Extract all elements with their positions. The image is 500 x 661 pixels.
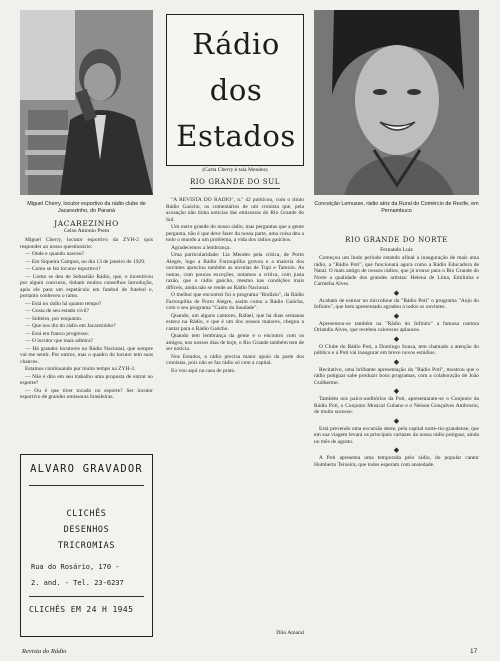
author-right: Fernando Luiz — [380, 247, 413, 253]
paragraph: Miguel Cherry, locutor esportivo da ZYH-2 quis responder ao nosso questionário: — [20, 237, 153, 250]
diamond-separator-icon: ◆ — [393, 387, 400, 395]
paragraph: Está prevendo uma excursão deste, pela capital norte-rio-grandense, que em sua viagem levará os principais cartazes da nossa rádio potiguar, ainda no mês de agosto. — [314, 425, 479, 445]
paragraph: Quando, um alguns cantores, Rafael, que há duas semanas estava na Rádio, e que é um dos nossos maiores, chegou a cantar para o Rádio Gaúcho. — [166, 312, 304, 332]
paragraph: — Como se fez locutor esportivo? — [25, 266, 101, 272]
paragraph: Nos Estados, o rádio precisa maior apoio da parte dos cronistas, pois não se faz rádio só com a capital. — [166, 353, 304, 366]
title-line-2: dos — [209, 73, 263, 107]
paragraph: — Está no rádio há quanto tempo? — [25, 300, 102, 307]
paragraph: Estamos continuando por muito tempo na ZYH-2. — [25, 366, 136, 372]
photo-conceicao-lemusse — [314, 10, 479, 195]
page-number: 17 — [470, 648, 478, 655]
paragraph: Também nos palco-auditórios da Poti, apresentaram-se o Conjunto da Rádio Poti, o Conjunto Musical Cubano e o Nelson Gonçalves Ambrosio, de muito sucesso. — [314, 396, 479, 415]
paragraph: Agradecemos a lembrança. — [171, 244, 231, 251]
paragraph: O Clube do Rádio Poti, a Domingo Sousa, tem chamado a atenção do público e a Poti vai inaugurar em breve novos estúdios. — [314, 343, 479, 356]
paragraph: Recitativo, uma brilhante apresentação da "Rádio Poti", mostrou que o rádio potiguar sabe produzir bons programas, com a colaboração de João Guilherme. — [314, 366, 479, 386]
ad-rule — [29, 596, 144, 597]
paragraph: Uma particularidade: Lia Mendes pela crítica, de Porto Alegre, logo a Rádio Farroupilha gravou e a maioria dos ouvintes apreciou também as novelas de Tupi e Tamoio. As outras, com poucas exceções, notamos a crítica, com justa razão, que o rádio gaúcho, mesmo nas condições mais difíceis, ainda não se rende ao Rádio Nacional. — [166, 252, 304, 291]
divider-rule — [190, 188, 280, 189]
diamond-separator-icon: ◆ — [393, 334, 400, 343]
article-credit: (Carta Cherry é tala Mendes) — [202, 167, 268, 173]
ad-service-line: DESENHOS — [63, 525, 110, 535]
ad-company-name: ALVARO GRAVADOR — [30, 463, 143, 475]
paragraph: — Ou é que tiver tocado no esporte? Ser locutor esportivo de grandes emissoras brasileiras. — [20, 387, 153, 400]
diamond-separator-icon: ◆ — [393, 416, 400, 425]
paragraph: — Não é dito em seu trabalho uma proposta de entrar no esporte? — [20, 373, 153, 386]
paragraph: — Como se deu de Sebastião Rádio, que, o incentivou por algum concurso, tinham muitos conselhos introdução, após ele para um espetáculo em futebol de futebol e, portanto conheceu o ramo. — [20, 273, 153, 299]
ad-date-line: CLICHÊS EM 24 H 1945 — [29, 605, 134, 614]
portrait-man-image — [20, 10, 153, 195]
paragraph: "A REVISTA DO RADIO", n.º 42 publicou, com o título Rádio Gaúcho, os comentários de um cronista que, pela acusação não tinha notícias das emissoras do Rio Grande do Sul. — [166, 197, 304, 223]
portrait-woman-image — [314, 10, 479, 195]
title-line-3: Estados — [176, 119, 296, 153]
paragraph: — Solteiro, por enquanto. — [25, 315, 83, 322]
paragraph: Acabam de estrear no microfone da "Rádio Poti" o programa "Anjo do Infinito", que bem apresentado agradou a todos os ouvintes. — [314, 297, 479, 310]
column-rio-grande-do-norte — [314, 255, 479, 469]
section-heading-jacarezinho: JACAREZINHO — [54, 219, 119, 228]
paragraph: — O locutor que mais admira? — [25, 338, 93, 344]
paragraph: Quando tem lembrança da gente e o encontro com os amigos, nos nossos dias de hoje, o Rio Grande também tem de ser notícia. — [166, 333, 304, 352]
paragraph: A Poti apresenta uma temporada pelo rádio, do popular cantor Humberto Teixeira, que todos esperam com ansiedade. — [314, 455, 479, 468]
ad-service-line: CLICHÊS — [66, 509, 107, 519]
caption-left: Miguel Cherry, locutor esportivo da rádio clube de Jacarezinho, do Paraná — [27, 201, 146, 214]
section-heading-rio-grande-do-sul: RIO GRANDE DO SUL — [189, 178, 281, 186]
advertisement-box — [20, 454, 153, 637]
footer-publication: Revista do Rádio — [22, 648, 67, 655]
paragraph: — Gosta de seu estado civil? — [25, 308, 89, 314]
paragraph: Apresentou-se também na "Rádio do Infinito" a famosa cantora Orlandia Alves, que recebeu calorosos aplausos. — [314, 320, 479, 333]
paragraph: Começou um lindo período estando afinal a inauguração de mais uma rádio, a "Rádio Poti", que funcionará agora como a Rádio Educadora de Natal. O mais antigo de nossos rádios, que já trouxe para o Rio Grande do Norte a qualidade dos grandes artistas: Helena de Lima, Emilinha e Carmélia Alves. — [314, 255, 479, 287]
paragraph: Um outro grande do nosso rádio, mas perguntas que a gente pergunta, não é que deve fazer da nossa parte, uma coisa deu a todo o mundo a um problema, a vida dos rádios gaúchos. — [166, 224, 304, 243]
diamond-separator-icon: ◆ — [393, 311, 400, 320]
paragraph: O melhor que encontrei foi o programa "Rodízio", da Rádio Farroupilha de Porto Alegre, assim como a Rádio Gaúcha, com o seu programa "Canto da Saudade". — [166, 292, 304, 311]
paragraph: — Que nos diz do rádio em Jacarezinho? — [25, 323, 116, 329]
title-line-1: Rádio — [192, 27, 280, 61]
diamond-separator-icon: ◆ — [393, 446, 400, 454]
title-box — [166, 14, 304, 166]
ad-rule — [29, 485, 144, 486]
column-jacarezinho — [20, 237, 153, 402]
author-left: Celso Antonio Prem — [63, 228, 110, 234]
paragraph: — Está em franco progresso. — [25, 330, 89, 337]
ad-address: Rua do Rosário, 170 - — [31, 563, 120, 571]
paragraph: — Em Siqueira Campos, no dia 13 de janeiro de 1929. — [25, 258, 146, 265]
ad-service-line: TRICROMIAS — [57, 541, 116, 551]
diamond-separator-icon: ◆ — [393, 288, 400, 297]
column-rio-grande-do-sul — [166, 197, 304, 375]
paragraph: Eu vou aqui na casa de prato. — [171, 367, 236, 374]
paragraph: — Há grandes locutores no Rádio Nacional, que sempre vai me sentir. Por outros, mas o quadro do locutor tem suas chances. — [20, 345, 153, 365]
caption-right: Conceição Lemusse, rádio atriz da Rural do Comércio de Recife, em Pernambuco — [314, 201, 479, 214]
ad-phone: 2. and. - Tel. 23-6237 — [31, 579, 124, 587]
diamond-separator-icon: ◆ — [393, 357, 400, 366]
paragraph: — Onde e quando nasceu? — [25, 251, 84, 257]
section-heading-rio-grande-do-norte: RIO GRANDE DO NORTE — [345, 236, 448, 244]
photo-miguel-cherry — [20, 10, 153, 195]
author-center: Dilo Amaral — [276, 630, 304, 636]
